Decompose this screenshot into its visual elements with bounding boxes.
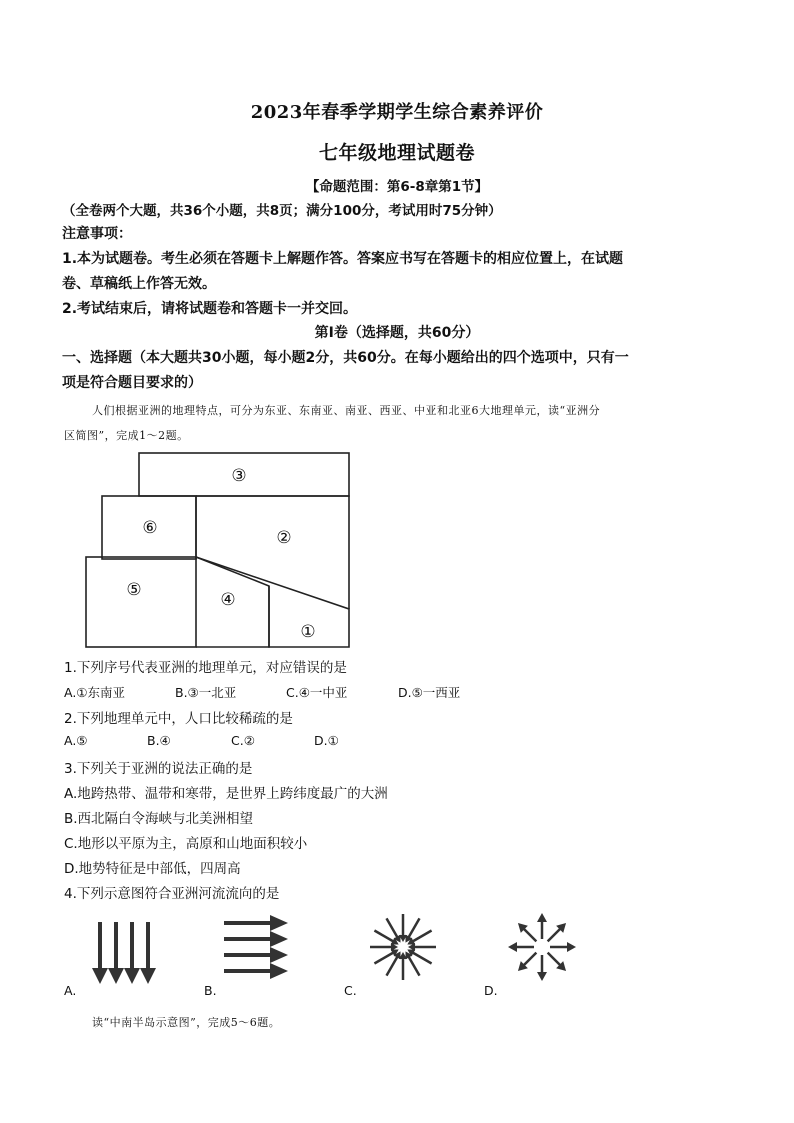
region-5-box bbox=[86, 557, 196, 647]
question-3-stem: 3.下列关于亚洲的说法正确的是 bbox=[64, 761, 253, 777]
region-4-label: ④ bbox=[220, 590, 236, 610]
question-1-option-a: A.①东南亚 bbox=[64, 685, 126, 700]
region-1-label: ① bbox=[300, 622, 316, 642]
question-4-option-c: C. bbox=[344, 983, 357, 998]
region-2-border bbox=[196, 496, 349, 609]
question-1-option-c: C.④一中亚 bbox=[286, 685, 348, 700]
notes-item-2: 2.考试结束后，请将试题卷和答题卡一并交回。 bbox=[62, 301, 358, 317]
notes-item-1-line-2: 卷、草稿纸上作答无效。 bbox=[62, 276, 216, 292]
question-1-option-b: B.③一北亚 bbox=[175, 685, 237, 700]
question-3-option-a: A.地跨热带、温带和寒带，是世界上跨纬度最广的大洲 bbox=[64, 786, 388, 802]
question-2-option-c: C.② bbox=[231, 733, 255, 748]
question-2-option-d: D.① bbox=[314, 733, 339, 748]
question-2-option-a: A.⑤ bbox=[64, 733, 88, 748]
asia-region-map bbox=[84, 451, 354, 651]
four-right-arrows-icon bbox=[222, 913, 292, 983]
region-2-label: ② bbox=[276, 528, 292, 548]
inward-arrows-icon bbox=[368, 912, 438, 982]
question-3-option-c: C.地形以平原为主，高原和山地面积较小 bbox=[64, 836, 308, 852]
question-4-option-d: D. bbox=[484, 983, 498, 998]
passage-line-1: 人们根据亚洲的地理特点，可分为东亚、东南亚、南亚、西亚、中亚和北亚6大地理单元，读“亚洲分 bbox=[92, 404, 601, 417]
passage-5-6-note: 读“中南半岛示意图”，完成5～6题。 bbox=[92, 1016, 281, 1029]
question-3-option-d: D.地势特征是中部低，四周高 bbox=[64, 861, 241, 877]
region-5-label: ⑤ bbox=[126, 580, 142, 600]
passage-line-2: 区简图”，完成1～2题。 bbox=[64, 429, 189, 442]
region-1-border bbox=[196, 557, 349, 647]
question-1-stem: 1.下列序号代表亚洲的地理单元，对应错误的是 bbox=[64, 660, 347, 676]
section-title: 第Ⅰ卷（选择题，共60分） bbox=[314, 325, 480, 341]
exam-scope: 【命题范围：第6-8章第1节】 bbox=[305, 179, 489, 195]
region-6-label: ⑥ bbox=[142, 518, 158, 538]
question-2-option-b: B.④ bbox=[147, 733, 171, 748]
question-4-stem: 4.下列示意图符合亚洲河流流向的是 bbox=[64, 886, 280, 902]
question-1-option-d: D.⑤一西亚 bbox=[398, 685, 461, 700]
section-intro-line-1: 一、选择题（本大题共30小题，每小题2分，共60分。在每小题给出的四个选项中，只有一 bbox=[62, 350, 629, 366]
region-3-label: ③ bbox=[231, 466, 247, 486]
exam-info: （全卷两个大题，共36个小题，共8页；满分100分，考试用时75分钟） bbox=[62, 203, 502, 219]
exam-title: 2023年春季学期学生综合素养评价 bbox=[250, 102, 544, 123]
question-4-option-b: B. bbox=[204, 983, 217, 998]
outward-arrows-icon bbox=[507, 912, 577, 982]
question-2-stem: 2.下列地理单元中，人口比较稀疏的是 bbox=[64, 711, 293, 727]
question-4-option-a: A. bbox=[64, 983, 77, 998]
region-2-box-helper bbox=[196, 496, 349, 647]
notes-item-1-line-1: 1.本为试题卷。考生必须在答题卡上解题作答。答案应书写在答题卡的相应位置上，在试题 bbox=[62, 251, 624, 267]
notes-heading: 注意事项： bbox=[62, 226, 132, 242]
section-intro-line-2: 项是符合题目要求的） bbox=[62, 375, 202, 391]
exam-subtitle: 七年级地理试题卷 bbox=[318, 142, 475, 164]
four-down-arrows-icon bbox=[92, 918, 162, 988]
question-3-option-b: B.西北隔白令海峡与北美洲相望 bbox=[64, 811, 254, 827]
